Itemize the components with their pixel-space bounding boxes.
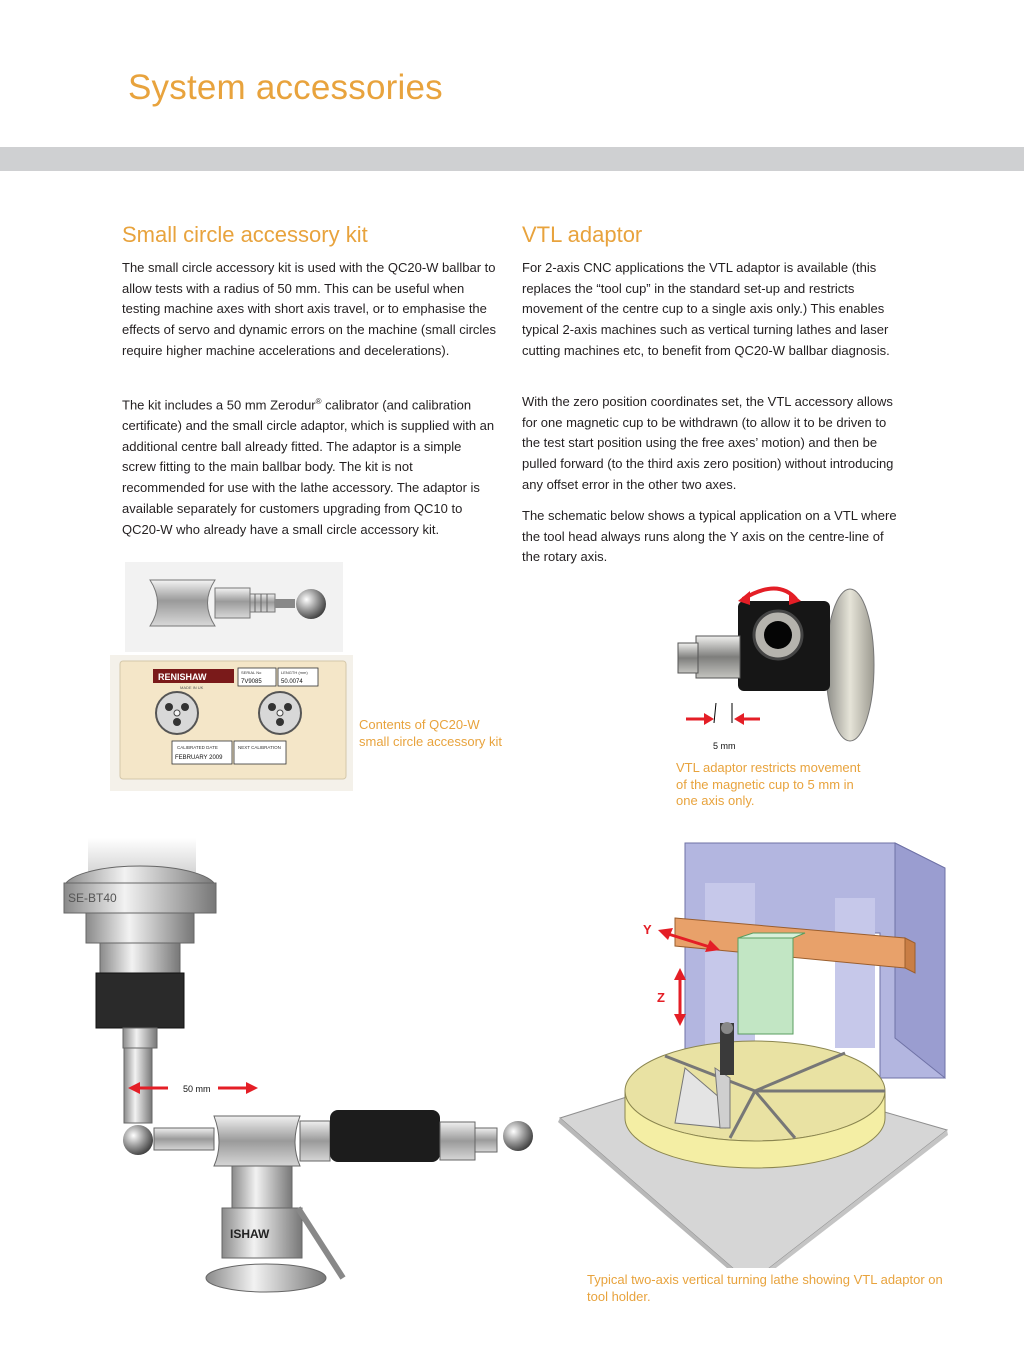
next-cal-label: NEXT CALIBRATION [238, 745, 281, 750]
schematic-caption: Typical two-axis vertical turning lathe showing VTL adaptor on tool holder. [587, 1272, 943, 1304]
registered-mark: ® [315, 397, 322, 406]
vtl-lathe-schematic [555, 838, 975, 1268]
cal-date-label: CALIBRATED DATE [177, 745, 218, 750]
stand-brand: ISHAW [230, 1227, 270, 1241]
small-circle-paragraph-1: The small circle accessory kit is used with the QC20-W ballbar to allow tests with a radius of 50 mm. This can be useful when testing machine axes with short axis travel, or to emphasise the effects of servo and dynamic errors on the machine (small circles require higher machine accelerations and decelerations). [122, 260, 497, 358]
calibrator-photo [110, 655, 353, 791]
header-divider-bar [0, 147, 1024, 171]
calibrator-made-in: MADE IN UK [180, 685, 204, 690]
vtl-paragraph-1: For 2-axis CNC applications the VTL adaptor is available (this replaces the “tool cup” in the standard set-up and restricts movement of the centre cup to a single axis only.) This enables typical 2-axis machines such as vertical turning lathes and laser cutting machines etc, to benefit from QC20-W ballbar diagnosis. [522, 260, 890, 358]
calibrator-brand: RENISHAW [158, 672, 207, 682]
ballbar-assembly-photo [58, 838, 538, 1300]
vtl-heading: VTL adaptor [522, 222, 643, 247]
vtl-5mm-label: 5 mm [713, 741, 736, 751]
serial-label: SERIAL No [241, 670, 262, 675]
length-value: 50.0074 [281, 679, 303, 685]
vtl-paragraph-2: With the zero position coordinates set, the VTL accessory allows for one magnetic cup to be withdrawn (to allow it to be driven to the test start position using the free axes’ motion) and then be pulled forward (to the third axis zero position) without introducing any offset error in the other two axes. [522, 394, 894, 492]
serial-value: 7V9085 [241, 679, 262, 685]
vtl-adaptor-caption: VTL adaptor restricts movement of the magnetic cup to 5 mm in one axis only. [676, 760, 861, 808]
vtl-paragraph-3: The schematic below shows a typical application on a VTL where the tool head always runs along the Y axis on the centre-line of the rotary axis. [522, 508, 897, 565]
ballbar-50mm-label: 50 mm [183, 1084, 211, 1094]
holder-text: SE-BT40 [68, 891, 117, 905]
axis-z-label: Z [657, 990, 665, 1005]
axis-y-label: Y [643, 922, 652, 937]
para2-start: The kit includes a 50 mm Zerodur [122, 397, 316, 413]
kit-caption: Contents of QC20-W small circle accessory kit [359, 717, 503, 749]
para2-end: calibrator (and calibration certificate) and the small circle adaptor, which is supplied with an additional centre ball already fitted. The adaptor is a simple screw fitting to the main ballbar body. The kit is not recommended for use with the lathe accessory. The adaptor is available separately for customers upgrading from QC10 to QC20-W who already have a small circle accessory kit. [122, 397, 495, 537]
length-label: LENGTH (mm) [281, 670, 308, 675]
vtl-adaptor-photo [668, 573, 880, 753]
small-circle-paragraph-2 [122, 392, 497, 540]
page-title: System accessories [128, 68, 443, 107]
small-circle-adaptor-photo [125, 562, 343, 652]
small-circle-heading: Small circle accessory kit [122, 222, 368, 247]
cal-date-value: FEBRUARY 2009 [175, 755, 223, 761]
